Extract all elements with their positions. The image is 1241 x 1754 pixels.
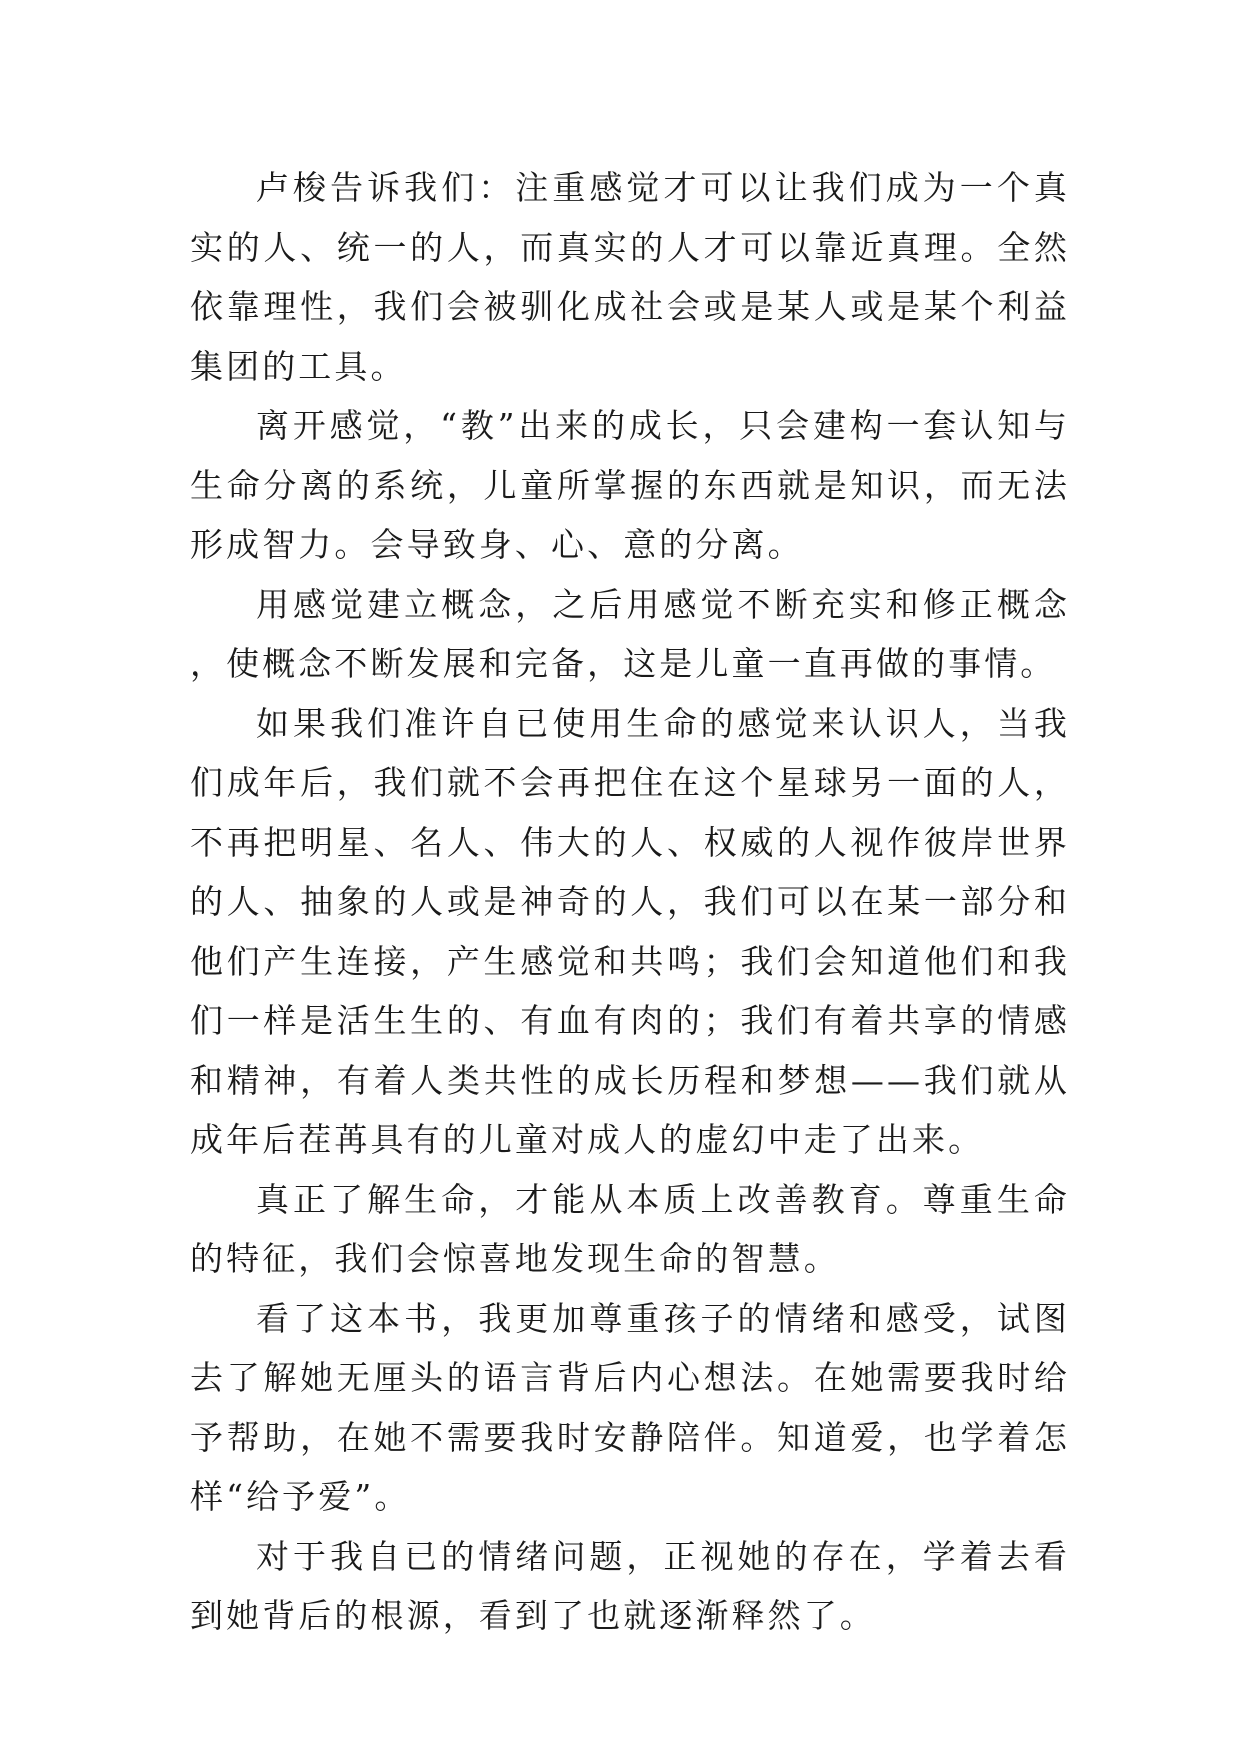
paragraph-1: 卢梭告诉我们：注重感觉才可以让我们成为一个真实的人、统一的人，而真实的人才可以靠近真理。全然依靠理性，我们会被驯化成社会或是某人或是某个利益集团的工具。 (190, 168, 1070, 386)
paragraph-7: 对于我自已的情绪问题，正视她的存在，学着去看到她背后的根源，看到了也就逐渐释然了。 (190, 1536, 1070, 1635)
paragraph-6: 看了这本书，我更加尊重孩子的情绪和感受，试图去了解她无厘头的语言背后内心想法。在她需要我时给予帮助，在她不需要我时安静陪伴。知道爱，也学着怎样“给予爱”。 (190, 1298, 1070, 1516)
paragraph-5: 真正了解生命，才能从本质上改善教育。尊重生命的特征，我们会惊喜地发现生命的智慧。 (190, 1179, 1070, 1278)
paragraph-4: 如果我们准许自已使用生命的感觉来认识人，当我们成年后，我们就不会再把住在这个星球另一面的人，不再把明星、名人、伟大的人、权威的人视作彼岸世界的人、抽象的人或是神奇的人，我们可以在某一部分和他们产生连接，产生感觉和共鸣；我们会知道他们和我们一样是活生生的、有血有肉的；我们有着共享的情感和精神，有着人类共性的成长历程和梦想——我们就从成年后茬苒具有的儿童对成人的虚幻中走了出来。 (190, 703, 1070, 1159)
paragraph-2: 离开感觉，“教”出来的成长，只会建构一套认知与生命分离的系统，儿童所掌握的东西就是知识，而无法形成智力。会导致身、心、意的分离。 (190, 406, 1070, 564)
document-body (190, 158, 1070, 1646)
paragraph-3: 用感觉建立概念，之后用感觉不断充实和修正概念，使概念不断发展和完备，这是儿童一直再做的事情。 (190, 584, 1070, 683)
